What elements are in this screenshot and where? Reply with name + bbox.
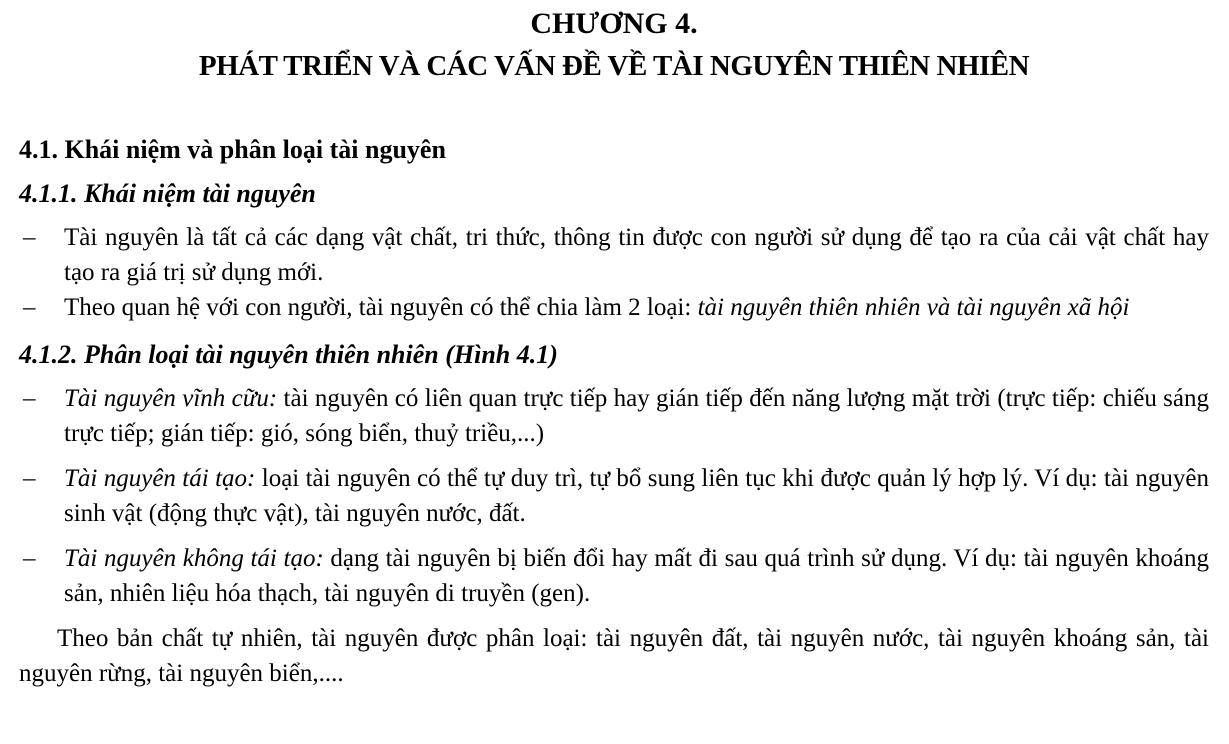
section-4-1-heading: 4.1. Khái niệm và phân loại tài nguyên [19, 135, 446, 164]
list-item-resource-two-types [19, 290, 1209, 325]
list-item-text: Tài nguyên là tất cả các dạng vật chất, tri thức, thông tin được con người sử dụng để tạo ra của cải vật chất hay tạo ra giá trị sử dụng mới. [64, 224, 1209, 286]
list-item-resource-definition [19, 220, 1209, 290]
dash-bullet: – [23, 224, 36, 251]
list-item-italic-text: tài nguyên thiên nhiên và tài nguyên xã hội [697, 294, 1130, 321]
list-item-text: loại tài nguyên có thể tự duy trì, tự bổ sung liên tục khi được quản lý hợp lý. Ví dụ: tài nguyên sinh vật (động thực vật), tài nguyên nước, đất. [64, 465, 1209, 527]
list-item-renewable-resource [19, 461, 1209, 531]
section-4-1-1-heading: 4.1.1. Khái niệm tài nguyên [19, 179, 316, 208]
list-item-nonrenewable-resource [19, 541, 1209, 611]
section-4-1-2-heading: 4.1.2. Phân loại tài nguyên thiên nhiên (Hình 4.1) [19, 340, 558, 369]
list-item-term: Tài nguyên tái tạo: [64, 465, 256, 492]
dash-bullet: – [23, 385, 36, 412]
dash-bullet: – [23, 545, 36, 572]
dash-bullet: – [23, 465, 36, 492]
list-item-term: Tài nguyên vĩnh cữu: [64, 385, 278, 412]
list-item-perpetual-resource [19, 381, 1209, 451]
chapter-title: PHÁT TRIỂN VÀ CÁC VẤN ĐỀ VỀ TÀI NGUYÊN THIÊN NHIÊN [198, 50, 1030, 82]
chapter-heading: CHƯƠNG 4. [530, 7, 698, 40]
list-item-text: dạng tài nguyên bị biến đổi hay mất đi sau quá trình sử dụng. Ví dụ: tài nguyên khoáng sản, nhiên liệu hóa thạch, tài nguyên di truyền (gen). [64, 545, 1209, 607]
list-item-term: Tài nguyên không tái tạo: [64, 545, 324, 572]
definition-list [19, 220, 1209, 325]
classification-list [19, 381, 1209, 611]
dash-bullet: – [23, 294, 36, 321]
closing-paragraph: Theo bản chất tự nhiên, tài nguyên được phân loại: tài nguyên đất, tài nguyên nước, tài nguyên khoáng sản, tài nguyên rừng, tài nguyên biển,.... [19, 625, 1209, 687]
list-item-text: Theo quan hệ với con người, tài nguyên có thể chia làm 2 loại: [64, 294, 698, 321]
list-item-text: tài nguyên có liên quan trực tiếp hay gián tiếp đến năng lượng mặt trời (trực tiếp: chiếu sáng trực tiếp; gián tiếp: gió, sóng biển, thuỷ triều,...) [64, 385, 1209, 447]
